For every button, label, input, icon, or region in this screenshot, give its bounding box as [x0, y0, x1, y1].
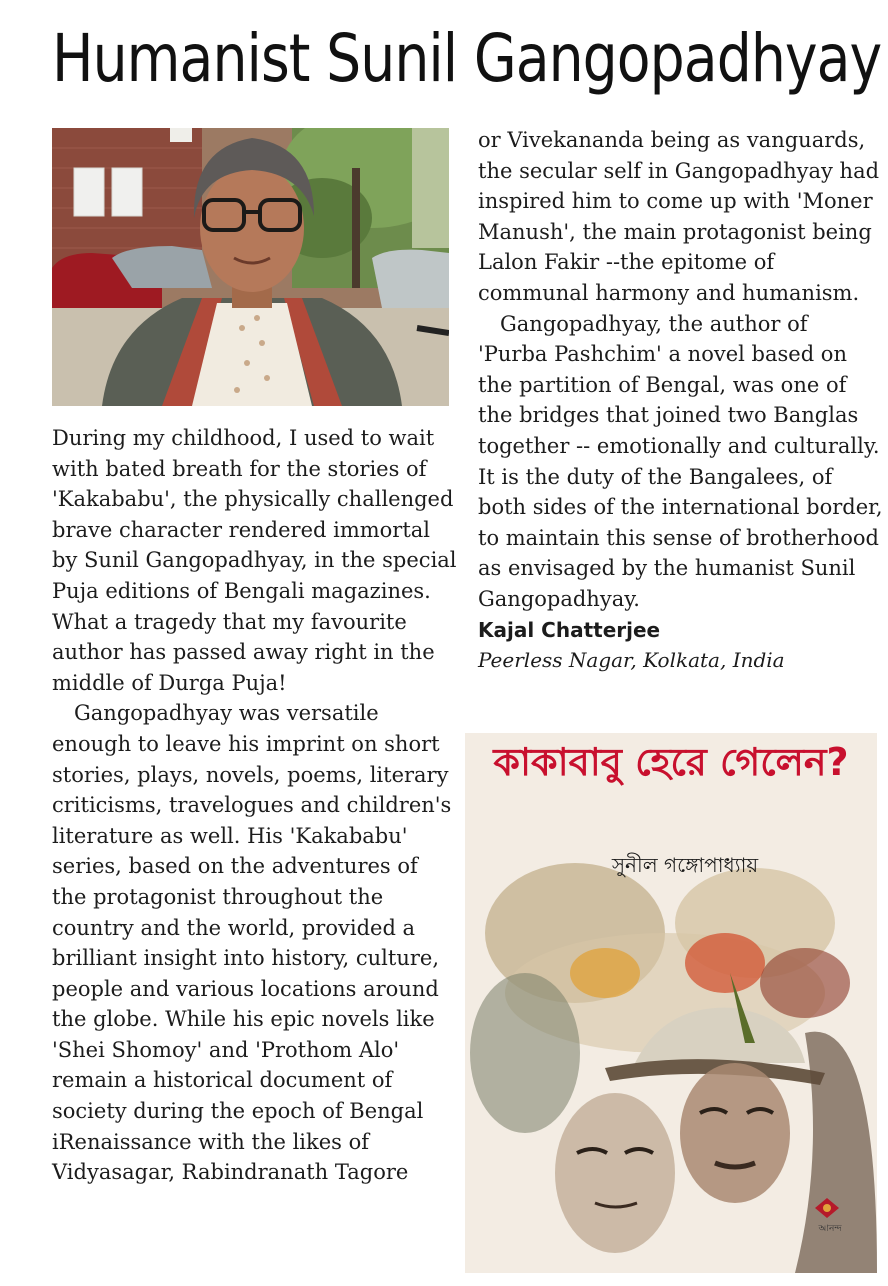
paragraph: Gangopadhyay, the author of 'Purba Pashchim' a novel based on the partition of Bengal, was one of the bridges that joined two Banglas together -- emotionally and culturally. It is the duty of the Bangalees, of both sides of the international border, to maintain this sense of brotherhood as envisaged by the humanist Sunil Gangopadhyay. — [478, 311, 883, 611]
left-column — [52, 423, 457, 1188]
byline-location: Peerless Nagar, Kolkata, India — [478, 647, 785, 672]
poster-title: কাকাবাবু হেরে গেলেন? — [493, 740, 849, 784]
right-column — [478, 125, 883, 675]
byline-author: Kajal Chatterjee — [478, 617, 661, 642]
paragraph: During my childhood, I used to wait with bated breath for the stories of 'Kakababu', the physically challenged brave character rendered immortal by Sunil Gangopadhyay, in the special Puja editions of Bengali magazines. What a tragedy that my favourite author has passed away right in the middle of Durga Puja! — [52, 426, 457, 695]
poster-publisher-mark: আনন্দ — [818, 1224, 842, 1234]
book-poster — [465, 733, 877, 1273]
portrait-photo — [52, 128, 449, 406]
headline: Humanist Sunil Gangopadhyay — [52, 20, 882, 97]
paragraph: or Vivekananda being as vanguards, the secular self in Gangopadhyay had inspired him to come up with 'Moner Manush', the main protagonist being Lalon Fakir --the epitome of communal harmony and humanism. — [478, 128, 880, 305]
poster-author: সুনীল গঙ্গোপাধ্যায় — [611, 853, 759, 877]
paragraph: Gangopadhyay was versatile enough to leave his imprint on short stories, plays, novels, poems, literary criticisms, travelogues and children's literature as well. His 'Kakababu' series, based on the adventures of the protagonist throughout the country and the world, provided a brilliant insight into history, culture, people and various locations around the globe. While his epic novels like 'Shei Shomoy' and 'Prothom Alo' remain a historical document of society during the epoch of Bengal iRenaissance with the likes of Vidyasagar, Rabindranath Tagore — [52, 701, 452, 1185]
